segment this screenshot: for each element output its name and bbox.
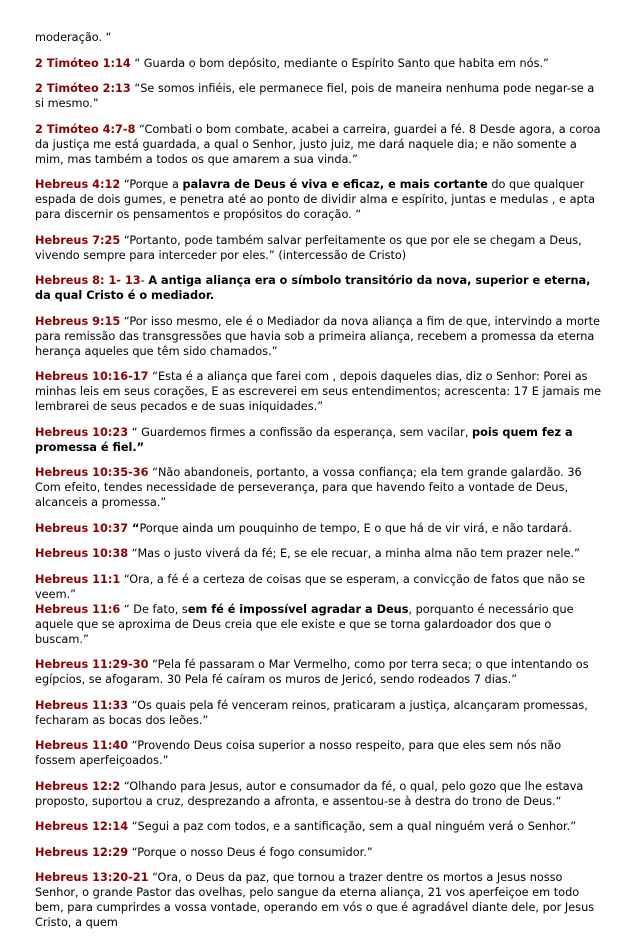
verse-text: Porque ainda um pouquinho de tempo, E o que há de vir virá, e não tardará. <box>139 521 572 535</box>
verse-reference: Hebreus 10:35-36 <box>35 466 149 479</box>
verse-paragraph <box>35 657 603 687</box>
verse-reference: Hebreus 13:20-21 <box>35 871 149 884</box>
verse-text: “Se somos infiéis, ele permanece fiel, pois de maneira nenhuma pode negar-se a si mesmo.” <box>35 82 595 110</box>
verse-reference: Hebreus 11:33 <box>35 698 129 712</box>
verse-reference: Hebreus 10:23 <box>35 425 129 439</box>
verse-text: “Mas o justo viverá da fé; E, se ele recuar, a minha alma não tem prazer nele.” <box>128 547 580 560</box>
emphasis-text: “ <box>128 521 140 535</box>
verse-reference: Hebreus 11:29-30 <box>35 658 149 671</box>
verse-text: “Esta é a aliança que farei com , depois daqueles dias, diz o Senhor: Porei as minhas leis em seus corações, E as escreverei em seus entendimentos; acrescenta: 17 E jamais me lembrarei de seus pecados e de suas iniquidades.” <box>35 370 602 413</box>
verse-paragraph <box>35 273 603 303</box>
verse-reference: Hebreus 12:14 <box>35 820 129 833</box>
verse-paragraph <box>35 56 603 71</box>
verse-reference: Hebreus 10:37 <box>35 521 129 535</box>
verse-text: “Combati o bom combate, acabei a carreira, guardei a fé. 8 Desde agora, a coroa da justiça me está guardada, a qual o Senhor, justo juiz, me dará naquele dia; e não somente a mim, mas também a todos os que amarem a sua vinda.” <box>35 122 601 166</box>
document-page <box>35 30 603 941</box>
verse-paragraph <box>35 122 603 167</box>
verse-reference: Hebreus 10:16-17 <box>35 370 149 383</box>
verse-reference: Hebreus 12:2 <box>35 779 121 793</box>
verse-text: “Provendo Deus coisa superior a nosso respeito, para que eles sem nós não fossem aperfeiçoados.” <box>35 739 562 767</box>
verse-paragraph <box>35 819 603 834</box>
verse-reference: Hebreus 11:6 <box>35 602 121 616</box>
verse-text: , porquanto é necessário que aquele que se aproxima de Deus creia que ele existe e que se torna galardoador dos que o buscam.” <box>35 602 574 646</box>
verse-text: “ De fato, s <box>120 602 188 616</box>
verse-reference: 2 Timóteo 2:13 <box>35 82 131 95</box>
verse-reference: 2 Timóteo 4:7-8 <box>35 122 136 136</box>
verse-text: “ Guarda o bom depósito, mediante o Espírito Santo que habita em nós.” <box>130 56 549 70</box>
verse-paragraph <box>35 870 603 930</box>
verse-reference: Hebreus 4:12 <box>35 178 121 191</box>
verse-paragraph <box>35 177 603 222</box>
verse-paragraph <box>35 546 603 561</box>
verse-text: “ Guardemos firmes a confissão da esperança, sem vacilar, <box>128 425 473 439</box>
verse-text: “Portanto, pode também salvar perfeitamente os que por ele se chegam a Deus, vivendo sempre para interceder por eles.” (intercessão de Cristo) <box>35 233 582 262</box>
verse-paragraph <box>35 698 603 728</box>
verse-paragraph <box>35 779 603 809</box>
verse-paragraph <box>35 30 603 45</box>
verse-reference: Hebreus 7:25 <box>35 233 121 247</box>
verse-reference: Hebreus 10:38 <box>35 547 129 560</box>
verse-text: “Porque o nosso Deus é fogo consumidor.” <box>128 845 373 859</box>
emphasis-text: pois quem fez a promessa é fiel.” <box>35 425 573 454</box>
emphasis-text: palavra de Deus é viva e eficaz, e mais cortante <box>182 178 488 191</box>
verse-paragraph <box>35 521 603 536</box>
verse-text: “Os quais pela fé venceram reinos, praticaram a justiça, alcançaram promessas, fecharam as bocas dos leões.” <box>35 698 588 727</box>
verse-reference: Hebreus 11:1 <box>35 572 121 586</box>
verse-reference: Hebreus 8: 1- 13 <box>35 274 141 287</box>
verse-paragraph <box>35 845 603 860</box>
emphasis-text: A antiga aliança era o símbolo transitório da nova, superior e eterna, da qual Cristo é o mediador. <box>35 274 591 302</box>
verse-text: - <box>140 274 149 287</box>
verse-paragraph <box>35 233 603 263</box>
verse-text: “Ora, o Deus da paz, que tornou a trazer dentre os mortos a Jesus nosso Senhor, o grande Pastor das ovelhas, pelo sangue da eterna aliança, 21 vos aperfeiçoe em todo bem, para cumprirdes a vossa vontade, operando em vós o que é agradável diante dele, por Jesus Cristo, a quem <box>35 871 595 929</box>
verse-text: “Segui a paz com todos, e a santificação, sem a qual ninguém verá o Senhor.” <box>128 820 577 833</box>
verse-paragraph <box>35 81 603 111</box>
verse-reference: Hebreus 9:15 <box>35 314 121 328</box>
verse-text: “Por isso mesmo, ele é o Mediador da nova aliança a fim de que, intervindo a morte para remissão das transgressões que havia sob a primeira aliança, recebem a promessa da eterna herança aqueles que têm sido chamados.” <box>35 314 600 358</box>
verse-reference: 2 Timóteo 1:14 <box>35 56 131 70</box>
verse-text: “Ora, a fé é a certeza de coisas que se esperam, a convicção de fatos que não se veem.” <box>35 572 586 601</box>
verse-text: “Porque a <box>120 178 183 191</box>
verse-text: “Pela fé passaram o Mar Vermelho, como por terra seca; o que intentando os egípcios, se afogaram. 30 Pela fé caíram os muros de Jericó, sendo rodeados 7 dias.” <box>35 658 589 686</box>
verse-paragraph <box>35 602 603 647</box>
verse-paragraph <box>35 572 603 602</box>
emphasis-text: em fé é impossível agradar a Deus <box>187 602 409 616</box>
verse-text: “Não abandoneis, portanto, a vossa confiança; ela tem grande galardão. 36 Com efeito, tendes necessidade de perseverança, para que havendo feito a vontade de Deus, alcanceis a promessa.” <box>35 466 582 509</box>
verse-text: “Olhando para Jesus, autor e consumador da fé, o qual, pelo gozo que lhe estava proposto, suportou a cruz, desprezando a afronta, e assentou-se à destra do trono de Deus.“ <box>35 779 584 808</box>
verse-paragraph <box>35 425 603 455</box>
verse-paragraph <box>35 465 603 510</box>
verse-reference: Hebreus 12:29 <box>35 845 129 859</box>
verse-text: do que qualquer espada de dois gumes, e penetra até ao ponto de dividir alma e espírito, juntas e medulas , e apta para discernir os pensamentos e propósitos do coração. “ <box>35 178 596 221</box>
verse-text: moderação. “ <box>35 31 112 44</box>
verse-reference: Hebreus 11:40 <box>35 739 129 752</box>
verse-paragraph <box>35 314 603 359</box>
verse-paragraph <box>35 369 603 414</box>
verse-paragraph <box>35 738 603 768</box>
